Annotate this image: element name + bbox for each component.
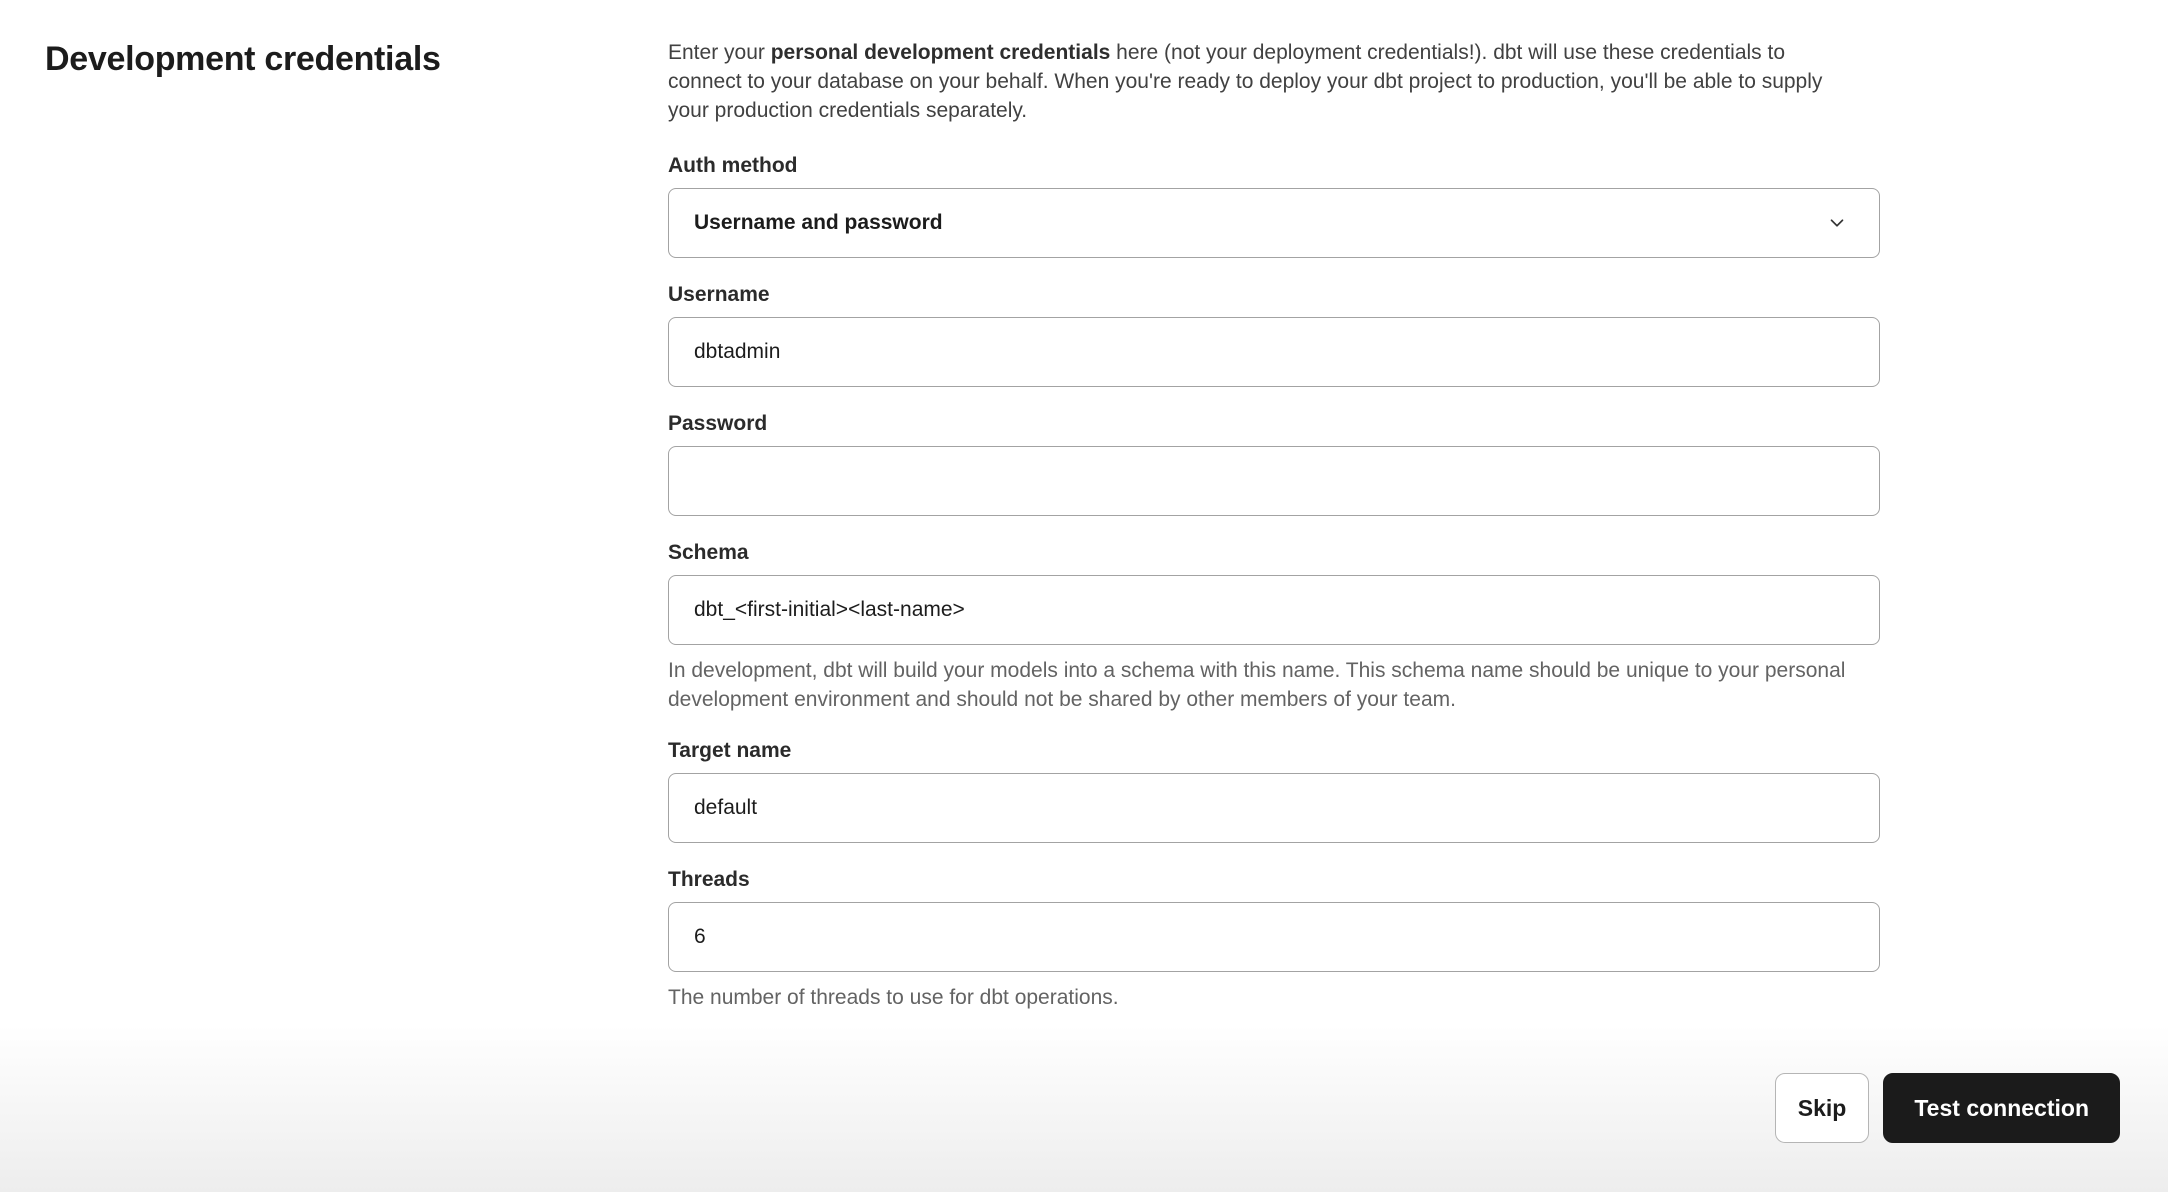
schema-label: Schema	[668, 541, 749, 564]
description-bold: personal development credentials	[770, 41, 1111, 64]
target-name-label: Target name	[668, 739, 792, 762]
threads-helper-text: The number of threads to use for dbt operations.	[668, 986, 1119, 1009]
target-name-input[interactable]	[668, 773, 1880, 843]
threads-field	[668, 865, 1880, 1012]
username-label: Username	[668, 283, 770, 306]
auth-method-selected-value: Username and password	[694, 211, 943, 234]
auth-method-label: Auth method	[668, 154, 798, 177]
schema-helper-text: In development, dbt will build your models into a schema with this name. This schema name should be unique to your personal development environment and should not be shared by other members of your team.	[668, 659, 1846, 711]
password-label: Password	[668, 412, 768, 435]
target-name-field	[668, 736, 1880, 843]
description-suffix: here (not your deployment credentials!). dbt will use these credentials to connect to your database on your behalf. When you're ready to deploy your dbt project to production, you'll be able to supply your production credentials separately.	[668, 41, 1823, 122]
password-input[interactable]	[668, 446, 1880, 516]
chevron-down-icon	[1826, 212, 1848, 234]
section-header-column	[45, 38, 668, 1034]
schema-field	[668, 538, 1880, 714]
username-field	[668, 280, 1880, 387]
schema-input[interactable]	[668, 575, 1880, 645]
page-title: Development credentials	[45, 40, 441, 78]
auth-method-select[interactable]	[668, 188, 1880, 258]
test-connection-button[interactable]: Test connection	[1883, 1073, 2120, 1143]
password-field	[668, 409, 1880, 516]
skip-button[interactable]: Skip	[1775, 1073, 1870, 1143]
page-description	[668, 38, 1843, 125]
description-prefix: Enter your	[668, 41, 771, 64]
footer-actions	[1775, 1073, 2120, 1143]
auth-method-field	[668, 151, 1880, 258]
username-input[interactable]	[668, 317, 1880, 387]
threads-label: Threads	[668, 868, 750, 891]
threads-input[interactable]	[668, 902, 1880, 972]
credentials-form	[668, 38, 1880, 1034]
